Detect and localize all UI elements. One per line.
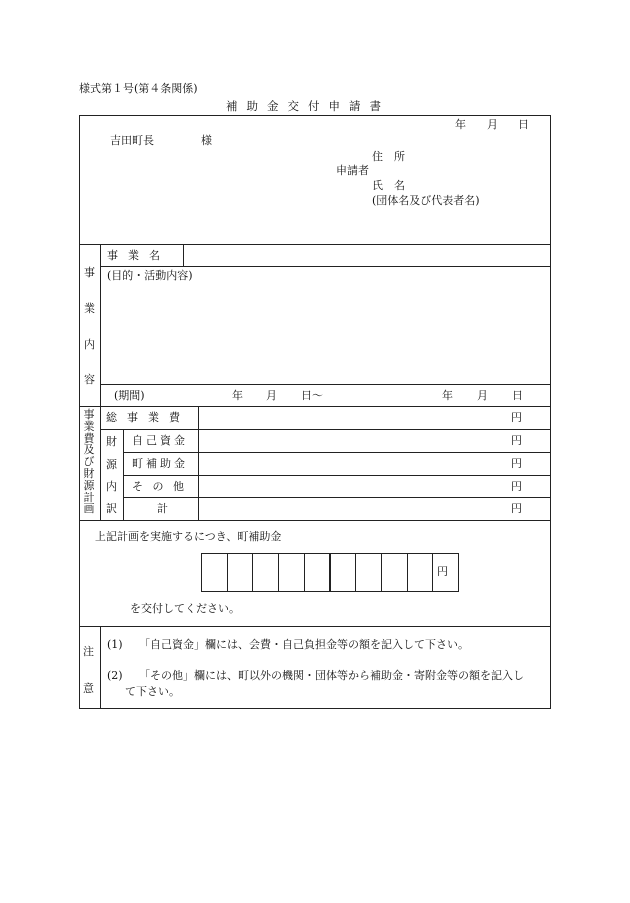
applicant-group-note: (団体名及び代表者名) (372, 194, 480, 207)
other-label: そ の 他 (132, 480, 187, 493)
period-start-day: 日～ (301, 389, 323, 402)
self-funds-label: 自己資金 (132, 434, 188, 447)
amount-digit-box[interactable] (355, 553, 382, 592)
date-year: 年 (455, 118, 466, 131)
form-number: 様式第１号(第４条関係) (79, 82, 198, 95)
amount-digit-box[interactable] (330, 553, 357, 592)
notes-side-char-2: 意 (83, 682, 94, 695)
source-char-3: 内 (106, 480, 117, 493)
addressee-honorific: 様 (201, 134, 212, 147)
date-month: 月 (487, 118, 498, 131)
period-end-day: 日 (512, 389, 523, 402)
project-top-border (79, 244, 551, 245)
page-title: 補助金交付申請書 (226, 99, 390, 113)
amount-digit-box[interactable] (278, 553, 305, 592)
sum-yen: 円 (511, 502, 522, 515)
budget-value-divider (198, 406, 199, 520)
notes-side-divider (100, 626, 101, 708)
project-name-bottom (100, 266, 551, 267)
budget-row-1-bottom (100, 429, 551, 430)
period-end-year: 年 (442, 389, 453, 402)
budget-row-4-bottom (123, 497, 551, 498)
other-yen: 円 (511, 480, 522, 493)
note-1-text: 「自己資金」欄には、会費・自己負担金等の額を記入して下さい。 (139, 638, 469, 651)
town-subsidy-label: 町補助金 (132, 457, 188, 470)
amount-digit-box[interactable] (304, 553, 331, 592)
period-top-border (100, 384, 551, 385)
applicant-address-label: 住 所 (372, 150, 405, 163)
request-line-1: 上記計画を実施するにつき、町補助金 (95, 530, 282, 543)
project-side-char-1: 事 (84, 266, 95, 279)
source-char-2: 源 (106, 458, 117, 471)
town-subsidy-yen: 円 (511, 457, 522, 470)
source-char-1: 財 (106, 435, 117, 448)
budget-top-border (79, 406, 551, 407)
period-start-year: 年 (232, 389, 243, 402)
applicant-label: 申請者 (336, 164, 369, 177)
period-start-month: 月 (266, 389, 277, 402)
request-line-2: を交付してください。 (130, 602, 240, 615)
total-cost-label: 総事業費 (106, 411, 190, 424)
budget-side-divider (100, 406, 101, 520)
project-side-divider (100, 244, 101, 406)
amount-digit-box[interactable] (227, 553, 254, 592)
source-char-4: 訳 (106, 502, 117, 515)
note-2-text: 「その他」欄には、町以外の機関・団体等から補助金・寄附金等の額を記入し (139, 669, 524, 682)
frame-bottom (79, 708, 551, 709)
frame-left (79, 115, 80, 708)
notes-top-border (79, 626, 551, 627)
applicant-name-label: 氏 名 (372, 179, 405, 192)
note-2-text-cont: て下さい。 (125, 685, 180, 698)
addressee-name: 吉田町長 (110, 134, 154, 147)
period-label: (期間) (114, 389, 145, 402)
amount-digit-box[interactable] (381, 553, 408, 592)
request-yen: 円 (437, 565, 448, 578)
project-side-char-3: 内 (84, 338, 95, 351)
budget-row-2-bottom (123, 452, 551, 453)
project-side-char-2: 業 (84, 302, 95, 315)
frame-right (550, 115, 551, 708)
date-day: 日 (518, 118, 529, 131)
note-1-number: (1) (107, 638, 123, 651)
self-funds-yen: 円 (511, 434, 522, 447)
project-name-divider (183, 244, 184, 266)
budget-side-label: 事 業 費 及 び 財 源 計 画 (83, 408, 95, 516)
budget-bottom-border (79, 520, 551, 521)
project-side-char-4: 容 (84, 373, 95, 386)
note-2-number: (2) (107, 669, 123, 682)
frame-top (79, 115, 551, 116)
notes-side-char-1: 注 (83, 645, 94, 658)
budget-row-3-bottom (123, 475, 551, 476)
project-name-label: 事業名 (107, 249, 170, 262)
period-end-month: 月 (477, 389, 488, 402)
amount-digit-box[interactable] (407, 553, 434, 592)
total-cost-yen: 円 (511, 411, 522, 424)
amount-digit-box[interactable] (201, 553, 228, 592)
amount-digit-box[interactable] (252, 553, 279, 592)
sum-label: 計 (157, 502, 168, 515)
project-purpose-label: (目的・活動内容) (107, 269, 193, 282)
